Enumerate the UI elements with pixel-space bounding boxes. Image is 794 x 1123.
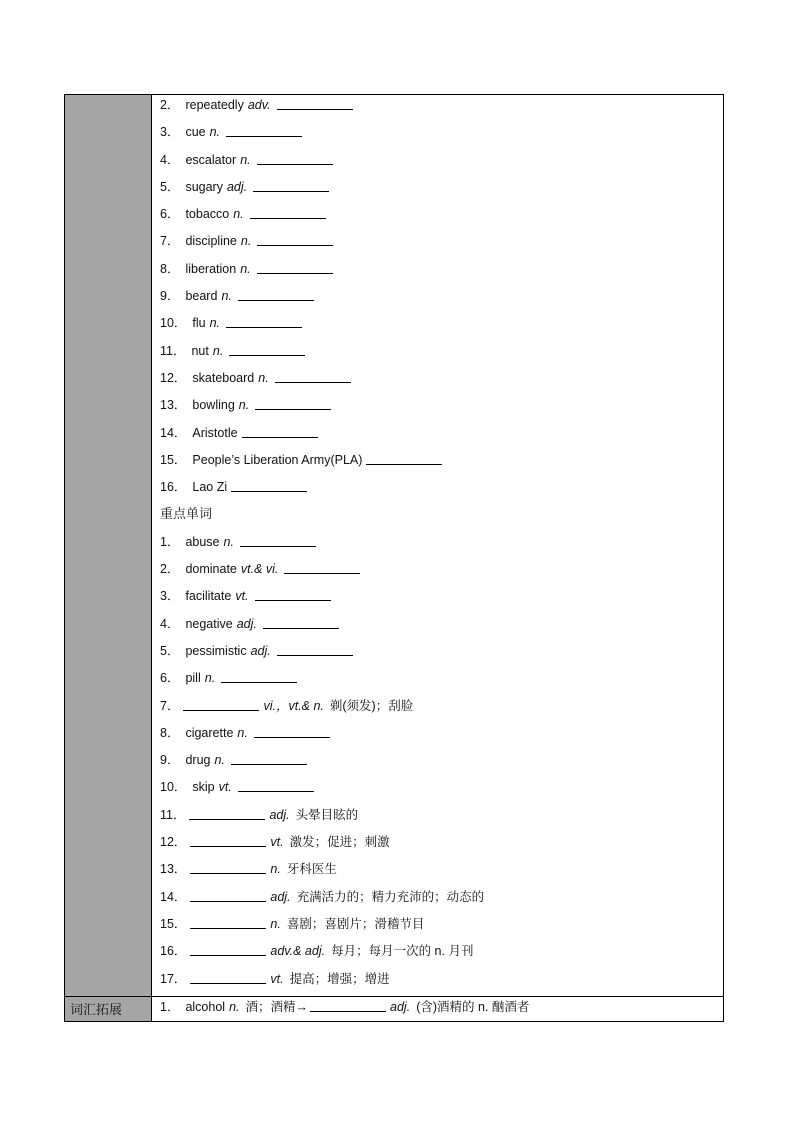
part-of-speech: vi.，vt.& n. <box>263 698 324 713</box>
part-of-speech: vt. <box>235 589 249 604</box>
answer-blank[interactable] <box>310 997 386 1012</box>
part-of-speech: n. <box>240 152 251 167</box>
vocab-term: liberation <box>185 261 237 276</box>
part-of-speech: adj. <box>226 179 248 194</box>
answer-blank[interactable] <box>190 941 266 956</box>
item-number: 12． <box>160 835 187 850</box>
item-number: 16． <box>160 480 187 495</box>
item-number: 8． <box>160 725 180 740</box>
content-cell <box>152 997 723 1021</box>
answer-blank[interactable] <box>238 777 314 792</box>
vocab-term: Lao Zi <box>192 480 228 495</box>
part-of-speech: n. <box>209 316 221 331</box>
answer-blank[interactable] <box>277 95 353 110</box>
vocab-item <box>160 887 723 914</box>
item-number: 13． <box>160 398 187 413</box>
item-number: 15． <box>160 916 187 931</box>
vocab-term: bowling <box>192 398 235 413</box>
answer-blank[interactable] <box>257 231 333 246</box>
part-of-speech: adj. <box>236 616 257 631</box>
section-heading <box>160 504 723 531</box>
part-of-speech: n. <box>240 234 252 249</box>
vocab-term: escalator <box>185 152 237 167</box>
item-number: 6． <box>160 671 180 686</box>
part-of-speech: vt. <box>218 780 232 795</box>
meaning-text: 剃(须发)；刮脸 <box>329 698 414 713</box>
vocabulary-table <box>64 94 724 1022</box>
vocab-item <box>160 832 723 859</box>
part-of-speech: n. <box>229 999 240 1014</box>
item-number: 10． <box>160 780 187 795</box>
vocab-item <box>160 231 723 258</box>
item-number: 2． <box>160 98 180 112</box>
part-of-speech: adj. <box>270 889 291 904</box>
vocab-item <box>160 259 723 286</box>
vocab-term: negative <box>185 616 233 631</box>
vocab-term: discipline <box>185 234 237 249</box>
answer-blank[interactable] <box>255 395 331 410</box>
item-number: 11． <box>160 807 186 822</box>
vocab-item <box>160 914 723 941</box>
answer-blank[interactable] <box>229 341 305 356</box>
meaning-text: 头晕目眩的 <box>295 807 359 822</box>
table-row <box>65 95 723 996</box>
part-of-speech: n. <box>221 289 232 304</box>
item-number: 7． <box>160 234 180 249</box>
vocab-term: facilitate <box>185 589 232 604</box>
vocab-item <box>160 614 723 641</box>
answer-blank[interactable] <box>275 368 351 383</box>
vocab-term: sugary <box>185 179 223 194</box>
vocab-item <box>160 204 723 231</box>
item-number: 10． <box>160 316 187 331</box>
vocab-term: tobacco <box>185 207 230 222</box>
vocab-item <box>160 696 723 723</box>
meaning-text: 喜剧；喜剧片；滑稽节目 <box>286 916 425 931</box>
vocab-item <box>160 423 723 450</box>
vocab-term: beard <box>185 289 218 304</box>
table-row <box>65 996 723 1021</box>
item-number: 1． <box>160 534 180 549</box>
vocab-term: alcohol <box>185 999 226 1014</box>
item-number: 5． <box>160 643 180 658</box>
part-of-speech: n. <box>270 862 281 877</box>
answer-blank[interactable] <box>263 614 339 629</box>
vocab-item <box>160 95 723 122</box>
item-number: 15． <box>160 452 187 467</box>
item-number: 2． <box>160 562 180 577</box>
answer-blank[interactable] <box>255 586 331 601</box>
part-of-speech: n. <box>233 207 244 222</box>
vocab-term: Aristotle <box>192 425 238 440</box>
vocab-term: repeatedly <box>185 98 244 112</box>
part-of-speech: n. <box>214 753 225 768</box>
part-of-speech: n. <box>258 370 269 385</box>
vocab-term: pessimistic <box>185 643 247 658</box>
part-of-speech: n. <box>238 398 250 413</box>
part-of-speech: adj. <box>269 807 290 822</box>
answer-blank[interactable] <box>190 887 266 902</box>
part-of-speech: adj. <box>250 643 271 658</box>
vocab-term: People’s Liberation Army(PLA) <box>192 452 363 467</box>
item-number: 14． <box>160 425 187 440</box>
answer-blank[interactable] <box>190 969 266 984</box>
answer-blank[interactable] <box>226 313 302 328</box>
part-of-speech: n. <box>223 534 234 549</box>
item-number: 7． <box>160 698 180 713</box>
vocab-term: flu <box>192 316 206 331</box>
vocab-term: cue <box>185 125 206 140</box>
vocab-term: dominate <box>185 562 237 577</box>
answer-blank[interactable] <box>366 450 442 465</box>
item-number: 1． <box>160 999 180 1014</box>
answer-blank[interactable] <box>221 668 297 683</box>
item-number: 9． <box>160 753 180 768</box>
vocab-term: skip <box>192 780 215 795</box>
part-of-speech: vt.& vi. <box>240 562 279 577</box>
part-of-speech: adv.& adj. <box>270 944 326 959</box>
item-number: 17． <box>160 971 187 986</box>
vocab-item <box>160 368 723 395</box>
vocab-term: drug <box>185 753 211 768</box>
answer-blank[interactable] <box>277 641 353 656</box>
vocab-item <box>160 559 723 586</box>
part-of-speech: n. <box>237 725 248 740</box>
vocab-term: abuse <box>185 534 220 549</box>
answer-blank[interactable] <box>250 204 326 219</box>
vocab-item <box>160 969 723 996</box>
item-number: 3． <box>160 125 180 140</box>
item-number: 11． <box>160 343 186 358</box>
answer-blank[interactable] <box>189 805 265 820</box>
answer-blank[interactable] <box>226 122 302 137</box>
vocab-item <box>160 532 723 559</box>
part-of-speech: vt. <box>270 971 284 986</box>
meaning-text: 提高；增强；增进 <box>289 971 390 986</box>
item-number: 16． <box>160 944 187 959</box>
meaning-text: 酒；酒精→ <box>245 999 309 1014</box>
meaning-text: 每月；每月一次的 n. 月刊 <box>331 944 474 959</box>
part-of-speech: adj. <box>390 999 411 1014</box>
item-number: 4． <box>160 616 180 631</box>
answer-blank[interactable] <box>231 477 307 492</box>
vocab-item <box>160 668 723 695</box>
vocab-item <box>160 859 723 886</box>
category-cell: 词汇拓展 <box>65 997 152 1021</box>
answer-blank[interactable] <box>257 259 333 274</box>
vocab-item <box>160 477 723 504</box>
meaning-text: 牙科医生 <box>286 862 337 877</box>
vocab-item <box>160 286 723 313</box>
answer-blank[interactable] <box>190 859 266 874</box>
vocab-term: nut <box>191 343 209 358</box>
vocab-item <box>160 997 723 1021</box>
category-cell <box>65 95 152 996</box>
vocab-item <box>160 641 723 668</box>
vocab-item <box>160 586 723 613</box>
vocab-term: pill <box>185 671 201 686</box>
part-of-speech: n. <box>212 343 224 358</box>
vocab-item <box>160 177 723 204</box>
answer-blank[interactable] <box>254 723 330 738</box>
item-number: 5． <box>160 179 180 194</box>
item-number: 13． <box>160 862 187 877</box>
answer-blank[interactable] <box>231 750 307 765</box>
vocab-item <box>160 150 723 177</box>
answer-blank[interactable] <box>242 423 318 438</box>
item-number: 6． <box>160 207 180 222</box>
vocab-term: skateboard <box>192 370 255 385</box>
part-of-speech: n. <box>204 671 216 686</box>
vocab-item <box>160 450 723 477</box>
item-number: 3． <box>160 589 180 604</box>
section-title: 重点单词 <box>160 506 213 522</box>
vocab-item <box>160 341 723 368</box>
part-of-speech: adv. <box>247 98 271 112</box>
vocab-item <box>160 805 723 832</box>
item-number: 12． <box>160 370 187 385</box>
part-of-speech: n. <box>209 125 221 140</box>
part-of-speech: n. <box>240 261 251 276</box>
vocab-item <box>160 313 723 340</box>
answer-blank[interactable] <box>190 832 266 847</box>
vocab-item <box>160 750 723 777</box>
meaning-text: 充满活力的；精力充沛的；动态的 <box>296 889 485 904</box>
vocab-item <box>160 122 723 149</box>
item-number: 4． <box>160 152 180 167</box>
answer-blank[interactable] <box>240 532 316 547</box>
answer-blank[interactable] <box>284 559 360 574</box>
answer-blank[interactable] <box>257 150 333 165</box>
vocab-item <box>160 941 723 968</box>
meaning-text: (含)酒精的 n. 酗酒者 <box>416 999 530 1014</box>
part-of-speech: n. <box>270 916 281 931</box>
item-number: 14． <box>160 889 187 904</box>
meaning-text: 激发；促进；刺激 <box>289 835 390 850</box>
content-cell <box>152 95 723 996</box>
item-number: 8． <box>160 261 180 276</box>
answer-blank[interactable] <box>183 696 259 711</box>
vocab-item <box>160 777 723 804</box>
vocab-item <box>160 395 723 422</box>
vocab-term: cigarette <box>185 725 234 740</box>
answer-blank[interactable] <box>238 286 314 301</box>
answer-blank[interactable] <box>190 914 266 929</box>
item-number: 9． <box>160 289 180 304</box>
vocab-item <box>160 723 723 750</box>
part-of-speech: vt. <box>270 835 284 850</box>
answer-blank[interactable] <box>253 177 329 192</box>
